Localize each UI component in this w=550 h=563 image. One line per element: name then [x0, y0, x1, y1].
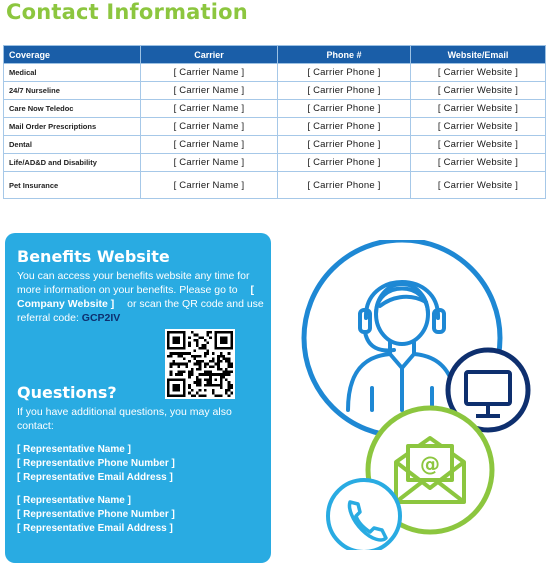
- website-cell: [ Carrier Website ]: [411, 136, 546, 154]
- contact-block-2: [17, 494, 175, 536]
- coverage-cell: Mail Order Prescriptions: [4, 118, 141, 136]
- coverage-cell: Medical: [4, 64, 141, 82]
- column-header-website: Website/Email: [411, 46, 546, 64]
- table-row: [4, 172, 546, 199]
- table-header-row: [4, 46, 546, 64]
- qr-code-icon[interactable]: [165, 329, 235, 399]
- carrier-cell: [ Carrier Name ]: [141, 118, 278, 136]
- benefits-website-text: [17, 269, 265, 325]
- table-row: [4, 64, 546, 82]
- representative-name: [ Representative Name ]: [17, 495, 131, 506]
- column-header-carrier: Carrier: [141, 46, 278, 64]
- benefits-website-heading: Benefits Website: [17, 247, 170, 266]
- carrier-cell: [ Carrier Name ]: [141, 154, 278, 172]
- table-row: [4, 154, 546, 172]
- representative-phone: [ Representative Phone Number ]: [17, 458, 175, 469]
- referral-code: GCP2IV: [81, 312, 121, 324]
- contact-block-1: [17, 443, 175, 485]
- svg-text:@: @: [420, 452, 440, 476]
- phone-cell: [ Carrier Phone ]: [278, 118, 411, 136]
- carrier-cell: [ Carrier Name ]: [141, 82, 278, 100]
- contact-illustration: [290, 240, 550, 550]
- website-cell: [ Carrier Website ]: [411, 172, 546, 199]
- coverage-cell: 24/7 Nurseline: [4, 82, 141, 100]
- table-row: [4, 82, 546, 100]
- carrier-cell: [ Carrier Name ]: [141, 172, 278, 199]
- benefits-text-2: or scan the QR code and use referral code:: [17, 298, 264, 324]
- questions-heading: Questions?: [17, 383, 117, 402]
- website-cell: [ Carrier Website ]: [411, 64, 546, 82]
- website-cell: [ Carrier Website ]: [411, 100, 546, 118]
- website-cell: [ Carrier Website ]: [411, 82, 546, 100]
- coverage-cell: Dental: [4, 136, 141, 154]
- questions-text: If you have additional questions, you may also contact:: [17, 406, 232, 432]
- coverage-cell: Pet Insurance: [4, 172, 141, 199]
- coverage-table: [3, 45, 546, 199]
- coverage-cell: Care Now Teledoc: [4, 100, 141, 118]
- phone-cell: [ Carrier Phone ]: [278, 82, 411, 100]
- carrier-cell: [ Carrier Name ]: [141, 64, 278, 82]
- phone-cell: [ Carrier Phone ]: [278, 172, 411, 199]
- benefits-text-1: You can access your benefits website any time for more information on your benefits. Please go to: [17, 270, 250, 296]
- table-row: [4, 136, 546, 154]
- carrier-cell: [ Carrier Name ]: [141, 100, 278, 118]
- phone-cell: [ Carrier Phone ]: [278, 64, 411, 82]
- website-cell: [ Carrier Website ]: [411, 118, 546, 136]
- representative-name: [ Representative Name ]: [17, 444, 131, 455]
- coverage-cell: Life/AD&D and Disability: [4, 154, 141, 172]
- carrier-cell: [ Carrier Name ]: [141, 136, 278, 154]
- phone-cell: [ Carrier Phone ]: [278, 100, 411, 118]
- representative-phone: [ Representative Phone Number ]: [17, 509, 175, 520]
- phone-cell: [ Carrier Phone ]: [278, 136, 411, 154]
- column-header-coverage: Coverage: [4, 46, 141, 64]
- website-cell: [ Carrier Website ]: [411, 154, 546, 172]
- page-title: Contact Information: [6, 0, 248, 24]
- table-row: [4, 118, 546, 136]
- representative-email: [ Representative Email Address ]: [17, 472, 173, 483]
- company-website-link[interactable]: [ Company Website ]: [17, 284, 255, 310]
- column-header-phone: Phone #: [278, 46, 411, 64]
- phone-icon: [328, 480, 400, 550]
- table-row: [4, 100, 546, 118]
- phone-cell: [ Carrier Phone ]: [278, 154, 411, 172]
- representative-email: [ Representative Email Address ]: [17, 523, 173, 534]
- info-panel: [5, 233, 271, 563]
